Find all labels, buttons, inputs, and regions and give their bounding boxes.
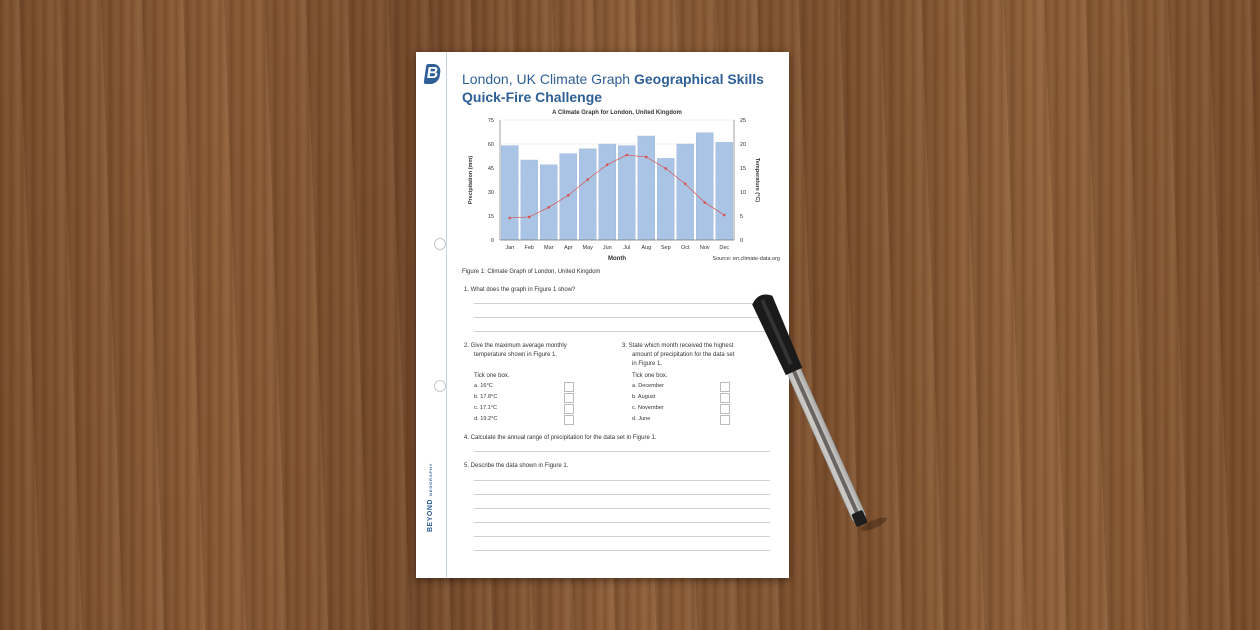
- question-1: 1. What does the graph in Figure 1 show?: [464, 287, 576, 293]
- question-3-cont: amount of precipitation for the data set: [632, 352, 735, 358]
- pen-end-plug: [851, 510, 868, 528]
- q3-checkbox-c[interactable]: [720, 404, 730, 414]
- right-tick-label: 25: [740, 118, 747, 124]
- left-tick-label: 75: [487, 118, 494, 124]
- worksheet-title: London, UK Climate Graph Geographical Skills Quick-Fire Challenge: [462, 71, 764, 105]
- temperature-point: [664, 167, 667, 170]
- right-tick-label: 20: [740, 142, 747, 148]
- precip-bar: [677, 144, 694, 240]
- question-2-tick: Tick one box.: [474, 373, 510, 379]
- temperature-point: [567, 194, 570, 197]
- margin-line: [446, 52, 447, 578]
- month-label: Dec: [719, 245, 730, 251]
- q3-checkbox-a[interactable]: [720, 382, 730, 392]
- q3-option-a: a. December: [632, 383, 665, 389]
- question-4: 4. Calculate the annual range of precipitation for the data set in Figure 1.: [464, 435, 657, 441]
- q2-checkbox-d[interactable]: [564, 415, 574, 425]
- q2-option-b: b. 17.8°C: [474, 394, 498, 400]
- month-label: Jan: [505, 245, 515, 251]
- answer-line[interactable]: [474, 536, 770, 537]
- month-label: Sep: [660, 245, 671, 251]
- answer-line[interactable]: [474, 522, 770, 523]
- precip-bar: [501, 146, 518, 240]
- temperature-point: [586, 178, 589, 181]
- month-label: Mar: [544, 245, 554, 251]
- precip-bar: [716, 142, 733, 240]
- right-tick-label: 15: [740, 166, 747, 172]
- temperature-point: [508, 217, 511, 220]
- precip-bar: [579, 149, 596, 240]
- precip-bar: [696, 133, 713, 240]
- q2-option-a: a. 16°C: [474, 383, 493, 389]
- temperature-point: [625, 154, 628, 157]
- answer-line[interactable]: [474, 317, 770, 318]
- temperature-point: [645, 156, 648, 159]
- question-2-cont: temperature shown in Figure 1.: [474, 352, 558, 358]
- q2-checkbox-c[interactable]: [564, 404, 574, 414]
- y-axis-left-title: Precipitation (mm): [468, 155, 474, 205]
- left-tick-label: 0: [490, 238, 494, 244]
- answer-line[interactable]: [474, 508, 770, 509]
- answer-line[interactable]: [474, 451, 770, 452]
- climate-chart: [462, 106, 782, 276]
- q3-option-b: b. August: [632, 394, 656, 400]
- climate-chart-svg: [462, 106, 782, 276]
- figure-caption: Figure 1: Climate Graph of London, United Kingdom: [462, 269, 601, 275]
- right-tick-label: 10: [740, 190, 747, 196]
- precip-bar: [540, 165, 557, 240]
- temperature-point: [606, 163, 609, 166]
- pen-ink-tube: [792, 371, 861, 519]
- right-tick-label: 5: [740, 214, 744, 220]
- month-label: Aug: [641, 245, 652, 251]
- q3-option-c: c. November: [632, 405, 664, 411]
- precip-bar: [599, 144, 616, 240]
- beyond-logo-icon: B: [425, 65, 440, 82]
- q2-checkbox-b[interactable]: [564, 393, 574, 403]
- question-3: 3. State which month received the highest: [622, 343, 734, 349]
- right-tick-label: 0: [740, 238, 744, 244]
- precip-bar: [638, 136, 655, 240]
- y-axis-right-title: Temperature (°C): [754, 157, 760, 203]
- month-label: Jun: [602, 245, 612, 251]
- left-tick-label: 60: [487, 142, 494, 148]
- chart-source: Source: en.climate-data.org: [712, 256, 780, 262]
- left-tick-label: 45: [487, 166, 494, 172]
- month-label: Feb: [524, 245, 534, 251]
- temperature-point: [723, 214, 726, 217]
- worksheet-page: [416, 52, 789, 578]
- punch-hole: [434, 380, 446, 392]
- q2-option-d: d. 19.2°C: [474, 416, 498, 422]
- chart-title: A Climate Graph for London, United Kingdom: [552, 110, 682, 116]
- temperature-point: [528, 216, 531, 219]
- question-5: 5. Describe the data shown in Figure 1.: [464, 463, 569, 469]
- q3-checkbox-b[interactable]: [720, 393, 730, 403]
- q2-option-c: c. 17.1°C: [474, 405, 498, 411]
- question-3-tick: Tick one box.: [632, 373, 668, 379]
- question-2: 2. Give the maximum average monthly: [464, 343, 567, 349]
- precip-bar: [521, 160, 538, 240]
- month-label: Jul: [623, 245, 631, 251]
- temperature-point: [684, 183, 687, 186]
- precip-bar: [657, 158, 674, 240]
- month-label: Nov: [699, 245, 710, 251]
- month-label: May: [582, 245, 593, 251]
- month-label: Oct: [680, 245, 690, 251]
- brand-wordmark: BEYONDGEOGRAPHY: [427, 462, 434, 532]
- answer-line[interactable]: [474, 331, 770, 332]
- precip-bar: [618, 146, 635, 240]
- answer-line[interactable]: [474, 480, 770, 481]
- answer-line[interactable]: [474, 494, 770, 495]
- answer-line[interactable]: [474, 550, 770, 551]
- pen-barrel: [784, 361, 866, 522]
- q3-checkbox-d[interactable]: [720, 415, 730, 425]
- month-label: Apr: [563, 245, 573, 251]
- punch-hole: [434, 238, 446, 250]
- x-axis-title: Month: [608, 256, 626, 262]
- precip-bar: [560, 154, 577, 240]
- left-tick-label: 15: [487, 214, 494, 220]
- temperature-point: [703, 201, 706, 204]
- left-tick-label: 30: [487, 190, 494, 196]
- answer-line[interactable]: [474, 303, 770, 304]
- q2-checkbox-a[interactable]: [564, 382, 574, 392]
- q3-option-d: d. June: [632, 416, 651, 422]
- temperature-point: [547, 206, 550, 209]
- question-3-cont2: in Figure 1.: [632, 361, 663, 367]
